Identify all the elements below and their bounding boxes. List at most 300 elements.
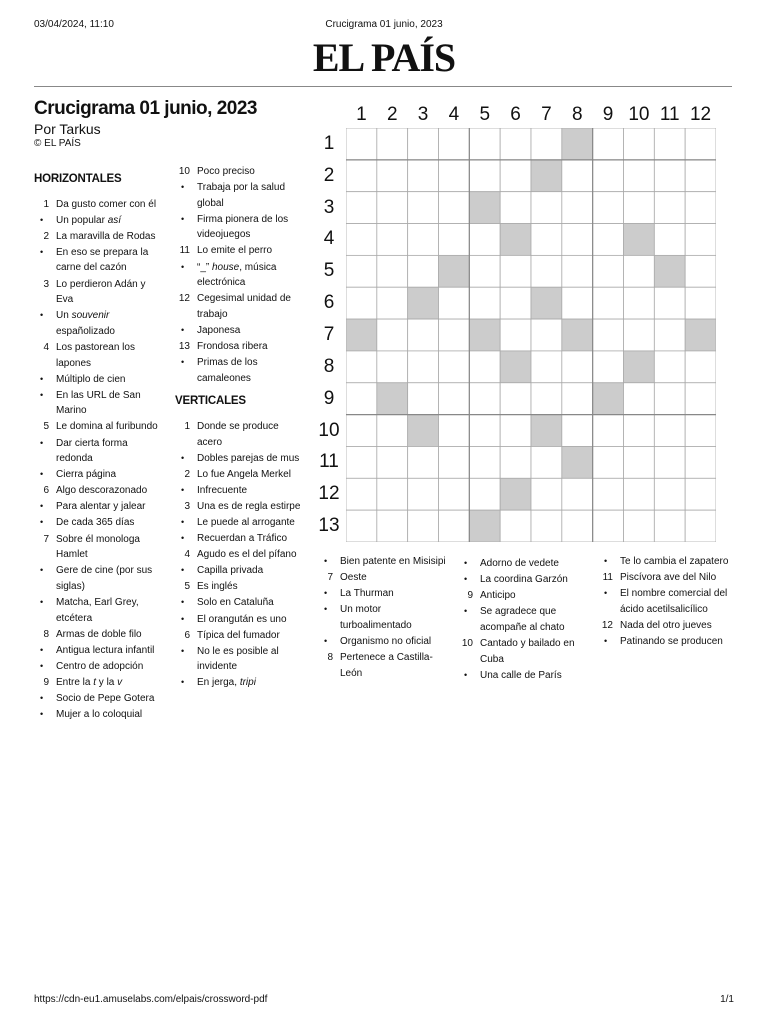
grid-cell[interactable] — [377, 446, 408, 478]
grid-column-numbers — [346, 104, 716, 128]
grid-cell-black — [562, 319, 593, 351]
clue — [34, 245, 164, 276]
grid-row-number: 11 — [319, 451, 339, 473]
grid-cell-black — [624, 224, 655, 256]
grid-cell-black — [439, 255, 470, 287]
grid-cell[interactable] — [377, 415, 408, 447]
clue-text: Japonesa — [197, 324, 241, 336]
clue-number: 11 — [602, 572, 613, 584]
grid-cell[interactable] — [531, 255, 562, 287]
grid-cell[interactable] — [531, 192, 562, 224]
grid-cell-black — [500, 351, 531, 383]
grid-cell[interactable] — [500, 510, 531, 542]
grid-cell[interactable] — [654, 224, 685, 256]
grid-cell[interactable] — [408, 255, 439, 287]
clue-text: Oeste — [340, 572, 367, 584]
clue-number: 13 — [178, 341, 190, 353]
clues-column-4 — [458, 556, 588, 684]
clue-text: No le es posible al invidente — [197, 645, 279, 673]
clue-number: 3 — [43, 278, 49, 290]
grid-cell[interactable] — [408, 383, 439, 415]
clue — [175, 531, 305, 547]
clue-text: Un motor turboalimentado — [340, 604, 412, 631]
clue — [175, 260, 305, 291]
grid-cell[interactable] — [685, 510, 716, 542]
grid-cell[interactable] — [624, 255, 655, 287]
grid-cell[interactable] — [593, 510, 624, 542]
clue-number: 4 — [184, 549, 190, 561]
horizontales-heading: HORIZONTALES — [34, 173, 122, 185]
bullet-icon: • — [324, 604, 328, 615]
grid-cell[interactable] — [654, 510, 685, 542]
grid-cell[interactable] — [500, 319, 531, 351]
grid-row-number: 9 — [323, 387, 335, 409]
grid-cell[interactable] — [562, 160, 593, 192]
clue — [34, 467, 164, 483]
grid-cell-black — [685, 319, 716, 351]
clue-text: Cantado y bailado en Cuba — [480, 637, 575, 665]
clue — [34, 419, 164, 435]
grid-cell-black — [469, 319, 500, 351]
grid-cell[interactable] — [562, 510, 593, 542]
grid-cell[interactable] — [377, 128, 408, 160]
grid-row-number: 10 — [318, 419, 340, 441]
grid-cell[interactable] — [531, 224, 562, 256]
bullet-icon: • — [181, 182, 185, 193]
clue-text: Antigua lectura infantil — [56, 644, 155, 656]
bullet-icon: • — [324, 635, 328, 646]
grid-cell[interactable] — [469, 287, 500, 319]
print-url: https://cdn-eu1.amuselabs.com/elpais/crossword-pdf — [34, 994, 268, 1005]
grid-cell[interactable] — [624, 128, 655, 160]
grid-cell[interactable] — [562, 255, 593, 287]
clue — [175, 515, 305, 531]
clue-number: 2 — [43, 230, 49, 242]
grid-cell[interactable] — [439, 510, 470, 542]
grid-cell[interactable] — [408, 510, 439, 542]
bullet-icon: • — [40, 389, 44, 400]
clue-text: Firma pionera de los videojuegos — [197, 213, 289, 241]
grid-cell[interactable] — [654, 383, 685, 415]
grid-cell[interactable] — [593, 128, 624, 160]
bullet-icon: • — [40, 596, 44, 607]
bullet-icon: • — [324, 556, 328, 566]
grid-cell[interactable] — [500, 415, 531, 447]
clue-text: Centro de adopción — [56, 660, 144, 672]
grid-cell[interactable] — [346, 192, 377, 224]
grid-column-number: 10 — [628, 104, 650, 125]
clue — [175, 291, 305, 322]
grid-cell[interactable] — [685, 415, 716, 447]
grid-cell[interactable] — [624, 510, 655, 542]
clue-number: 4 — [43, 341, 49, 353]
grid-cell[interactable] — [408, 478, 439, 510]
clue — [34, 388, 164, 419]
grid-cell[interactable] — [562, 415, 593, 447]
grid-cell[interactable] — [408, 160, 439, 192]
grid-cell[interactable] — [500, 192, 531, 224]
grid-cell[interactable] — [593, 224, 624, 256]
clue — [598, 634, 733, 650]
clue — [598, 618, 733, 634]
clue-text: Adorno de vedete — [480, 558, 559, 569]
header-divider — [34, 86, 732, 87]
clue-text: La maravilla de Rodas — [56, 230, 156, 242]
grid-cell[interactable] — [346, 160, 377, 192]
grid-cell-black — [531, 415, 562, 447]
print-doc-title: Crucigrama 01 junio, 2023 — [325, 19, 443, 30]
clue-number: 8 — [327, 652, 333, 664]
grid-cell[interactable] — [469, 351, 500, 383]
clue — [598, 586, 733, 617]
grid-cell[interactable] — [685, 224, 716, 256]
clue-text-tail: , música electrónica — [197, 261, 277, 289]
grid-cell[interactable] — [562, 287, 593, 319]
bullet-icon: • — [181, 324, 185, 335]
clue-text: Le puede al arrogante — [197, 516, 295, 528]
grid-cell[interactable] — [624, 446, 655, 478]
clue-text: Donde se produce acero — [197, 420, 279, 448]
grid-cell[interactable] — [654, 446, 685, 478]
grid-column-number: 12 — [689, 104, 712, 125]
bullet-icon: • — [40, 644, 44, 655]
grid-cell[interactable] — [593, 478, 624, 510]
bullet-icon: • — [40, 373, 44, 384]
clue — [318, 634, 448, 650]
grid-cell[interactable] — [439, 160, 470, 192]
grid-cell[interactable] — [654, 478, 685, 510]
clue-number: 9 — [467, 590, 473, 602]
grid-cell[interactable] — [408, 192, 439, 224]
bullet-icon: • — [464, 606, 468, 617]
clue-number: 1 — [184, 420, 190, 432]
grid-cell[interactable] — [531, 383, 562, 415]
clues-column-5 — [598, 554, 733, 650]
clue-text: La Thurman — [340, 588, 394, 600]
clue — [34, 691, 164, 707]
clue-number: 1 — [43, 198, 49, 210]
bullet-icon: • — [464, 558, 468, 568]
grid-cell[interactable] — [654, 128, 685, 160]
grid-cell[interactable] — [593, 192, 624, 224]
grid-cell[interactable] — [685, 383, 716, 415]
grid-cell[interactable] — [377, 287, 408, 319]
grid-row-number: 4 — [323, 228, 335, 250]
clue — [175, 595, 305, 611]
bullet-icon: • — [604, 588, 608, 599]
clue-text: De cada 365 días — [56, 517, 135, 529]
grid-cell[interactable] — [624, 319, 655, 351]
bullet-icon: • — [181, 645, 185, 656]
clue-number: 9 — [43, 676, 49, 688]
clue-text: Entre la — [56, 676, 94, 688]
clue — [175, 451, 305, 467]
clue — [34, 515, 164, 531]
grid-cell[interactable] — [562, 351, 593, 383]
grid-cell[interactable] — [377, 224, 408, 256]
grid-cell[interactable] — [531, 128, 562, 160]
grid-cell[interactable] — [439, 478, 470, 510]
grid-cell[interactable] — [439, 224, 470, 256]
clue-text-italic: souvenir — [71, 310, 110, 322]
bullet-icon: • — [604, 635, 608, 646]
clue — [34, 197, 164, 213]
grid-cell[interactable] — [593, 319, 624, 351]
clue-number: 11 — [179, 245, 190, 257]
clue-text: El orangután es uno — [197, 613, 287, 625]
clue — [458, 668, 588, 684]
clue-text: Patinando se producen — [620, 635, 723, 647]
grid-cell[interactable] — [685, 128, 716, 160]
grid-cell[interactable] — [439, 287, 470, 319]
grid-cell[interactable] — [624, 383, 655, 415]
bullet-icon: • — [40, 214, 44, 225]
grid-cell[interactable] — [377, 255, 408, 287]
grid-cell[interactable] — [531, 351, 562, 383]
clue — [175, 243, 305, 259]
bullet-icon: • — [181, 597, 185, 608]
grid-cell[interactable] — [346, 255, 377, 287]
clue-text: Una es de regla estirpe — [197, 500, 301, 512]
grid-cell[interactable] — [346, 510, 377, 542]
grid-cell[interactable] — [654, 160, 685, 192]
clues-column-1 — [34, 172, 164, 723]
grid-cell[interactable] — [593, 446, 624, 478]
grid-cell[interactable] — [500, 160, 531, 192]
grid-cell[interactable] — [654, 415, 685, 447]
grid-cell[interactable] — [531, 478, 562, 510]
clue-number: 5 — [43, 421, 49, 433]
clue-text: Bien patente en Misisipi — [340, 556, 446, 567]
grid-cell[interactable] — [439, 192, 470, 224]
clue-number: 10 — [461, 637, 473, 649]
grid-cell-black — [624, 351, 655, 383]
grid-cell[interactable] — [346, 415, 377, 447]
grid-cell[interactable] — [685, 478, 716, 510]
grid-cell[interactable] — [439, 383, 470, 415]
grid-cell[interactable] — [346, 287, 377, 319]
grid-cell[interactable] — [439, 446, 470, 478]
grid-column-number: 11 — [659, 104, 680, 125]
grid-cell[interactable] — [469, 224, 500, 256]
grid-cell[interactable] — [624, 192, 655, 224]
clue-text: Dobles parejas de mus — [197, 452, 300, 464]
grid-cell[interactable] — [408, 446, 439, 478]
grid-cell-black — [500, 224, 531, 256]
grid-cell[interactable] — [500, 287, 531, 319]
grid-cell[interactable] — [593, 351, 624, 383]
clue — [175, 323, 305, 339]
grid-cell[interactable] — [439, 128, 470, 160]
grid-cell[interactable] — [562, 192, 593, 224]
grid-cell-black — [654, 255, 685, 287]
grid-cell[interactable] — [346, 128, 377, 160]
clue-text: Primas de los camaleones — [197, 357, 258, 384]
clue-text: Lo fue Angela Merkel — [197, 468, 291, 480]
clue — [598, 554, 733, 570]
clue — [34, 372, 164, 388]
grid-cell[interactable] — [562, 224, 593, 256]
grid-cell[interactable] — [377, 510, 408, 542]
clue-text: Capilla privada — [197, 565, 264, 577]
grid-cell[interactable] — [562, 383, 593, 415]
grid-cell[interactable] — [346, 446, 377, 478]
grid-cell[interactable] — [439, 351, 470, 383]
grid-cell[interactable] — [469, 478, 500, 510]
clue-number: 6 — [43, 485, 49, 497]
clue-number: 10 — [178, 166, 190, 177]
clue — [318, 586, 448, 602]
grid-cell[interactable] — [685, 351, 716, 383]
clue-text: Matcha, Earl Grey, etcétera — [56, 596, 139, 624]
clue — [34, 595, 164, 626]
clue — [34, 436, 164, 467]
clue-text: Anticipo — [480, 590, 516, 602]
bullet-icon: • — [40, 246, 44, 257]
bullet-icon: • — [181, 565, 185, 576]
clue — [175, 628, 305, 644]
grid-cell[interactable] — [346, 478, 377, 510]
grid-row-number: 2 — [323, 164, 335, 186]
grid-cell[interactable] — [377, 351, 408, 383]
clue-number: 8 — [43, 628, 49, 640]
clue-text: Es inglés — [197, 581, 238, 593]
grid-cell-black — [377, 383, 408, 415]
clue-text-tail: españolizado — [56, 325, 115, 337]
grid-cell[interactable] — [346, 351, 377, 383]
puzzle-author: Por Tarkus — [34, 121, 101, 137]
print-datetime: 03/04/2024, 11:10 — [34, 19, 114, 30]
grid-cell[interactable] — [593, 255, 624, 287]
grid-cell[interactable] — [685, 446, 716, 478]
clue-text-tail: y la — [96, 676, 118, 688]
grid-cell[interactable] — [377, 319, 408, 351]
clue-text: Para alentar y jalear — [56, 501, 146, 513]
clue — [34, 532, 164, 563]
grid-cell[interactable] — [562, 478, 593, 510]
clue-text: “_” — [197, 261, 212, 273]
bullet-icon: • — [181, 357, 185, 368]
grid-cell[interactable] — [469, 255, 500, 287]
clue — [175, 212, 305, 243]
clue — [34, 563, 164, 594]
grid-cell[interactable] — [469, 383, 500, 415]
clue-text: El nombre comercial del ácido acetilsalicílico — [620, 588, 728, 615]
clue-number: 3 — [184, 500, 190, 512]
grid-cell[interactable] — [593, 160, 624, 192]
grid-cell[interactable] — [685, 255, 716, 287]
grid-cell[interactable] — [346, 224, 377, 256]
grid-cell[interactable] — [408, 319, 439, 351]
grid-row-number: 8 — [323, 355, 335, 377]
grid-cell[interactable] — [654, 287, 685, 319]
grid-cell[interactable] — [408, 351, 439, 383]
grid-cell[interactable] — [500, 128, 531, 160]
clue-text: Lo perdieron Adán y Eva — [56, 278, 146, 306]
grid-cell[interactable] — [439, 319, 470, 351]
crossword-grid — [346, 128, 716, 542]
clue-text: Socio de Pepe Gotera — [56, 693, 155, 704]
clue-text: Agudo es el del pífano — [197, 549, 297, 561]
clue — [175, 547, 305, 563]
grid-cell[interactable] — [593, 415, 624, 447]
clue-text: Te lo cambia el zapatero — [620, 556, 729, 567]
clue-text-italic: house — [212, 261, 240, 273]
verticales-heading: VERTICALES — [175, 395, 246, 408]
clue — [34, 483, 164, 499]
grid-cell[interactable] — [685, 160, 716, 192]
grid-cell[interactable] — [624, 160, 655, 192]
clue-text: Solo en Cataluña — [197, 597, 274, 609]
grid-cell[interactable] — [439, 415, 470, 447]
clue — [175, 612, 305, 628]
grid-cell[interactable] — [469, 128, 500, 160]
grid-cell[interactable] — [654, 351, 685, 383]
grid-cell[interactable] — [624, 287, 655, 319]
grid-cell[interactable] — [500, 255, 531, 287]
grid-cell[interactable] — [469, 415, 500, 447]
grid-cell[interactable] — [408, 224, 439, 256]
grid-cell[interactable] — [377, 478, 408, 510]
grid-cell[interactable] — [685, 192, 716, 224]
clue-text: Poco preciso — [197, 166, 255, 177]
clue-text: Un popular — [56, 214, 108, 226]
grid-cell[interactable] — [593, 287, 624, 319]
grid-cell[interactable] — [531, 446, 562, 478]
grid-row-number: 5 — [323, 260, 335, 282]
clue — [175, 483, 305, 499]
grid-column-number: 9 — [602, 104, 614, 125]
grid-cell[interactable] — [531, 319, 562, 351]
grid-cell[interactable] — [377, 192, 408, 224]
grid-cell[interactable] — [469, 446, 500, 478]
el-pais-logo: EL PAÍS — [312, 35, 456, 80]
clue-number: 7 — [327, 572, 333, 584]
grid-cell[interactable] — [685, 287, 716, 319]
bullet-icon: • — [40, 660, 44, 671]
clue-text: Armas de doble filo — [56, 628, 142, 640]
clue-text: Organismo no oficial — [340, 635, 432, 647]
bullet-icon: • — [181, 533, 185, 544]
clue — [175, 467, 305, 483]
grid-cell[interactable] — [469, 160, 500, 192]
clue — [34, 340, 164, 371]
clue — [34, 627, 164, 643]
clue-text: Da gusto comer con él — [56, 198, 157, 210]
grid-cell[interactable] — [624, 415, 655, 447]
grid-cell[interactable] — [654, 319, 685, 351]
grid-cell[interactable] — [500, 383, 531, 415]
grid-cell[interactable] — [531, 510, 562, 542]
clue-text: Pertenece a Castilla-León — [340, 652, 433, 679]
clue-number: 5 — [184, 581, 190, 593]
bullet-icon: • — [181, 613, 185, 624]
clue — [34, 213, 164, 229]
grid-cell[interactable] — [346, 383, 377, 415]
clue-text: Le domina al furibundo — [56, 421, 158, 433]
grid-cell[interactable] — [500, 446, 531, 478]
clue-text-italic: v — [117, 676, 123, 688]
grid-cell-black — [531, 287, 562, 319]
grid-cell[interactable] — [654, 192, 685, 224]
grid-cell[interactable] — [624, 478, 655, 510]
grid-cell[interactable] — [377, 160, 408, 192]
grid-row-number: 6 — [323, 292, 335, 314]
clue — [34, 308, 164, 339]
grid-cell[interactable] — [408, 128, 439, 160]
clue-text: Sobre él monologa Hamlet — [56, 533, 140, 561]
grid-cell-black — [408, 287, 439, 319]
